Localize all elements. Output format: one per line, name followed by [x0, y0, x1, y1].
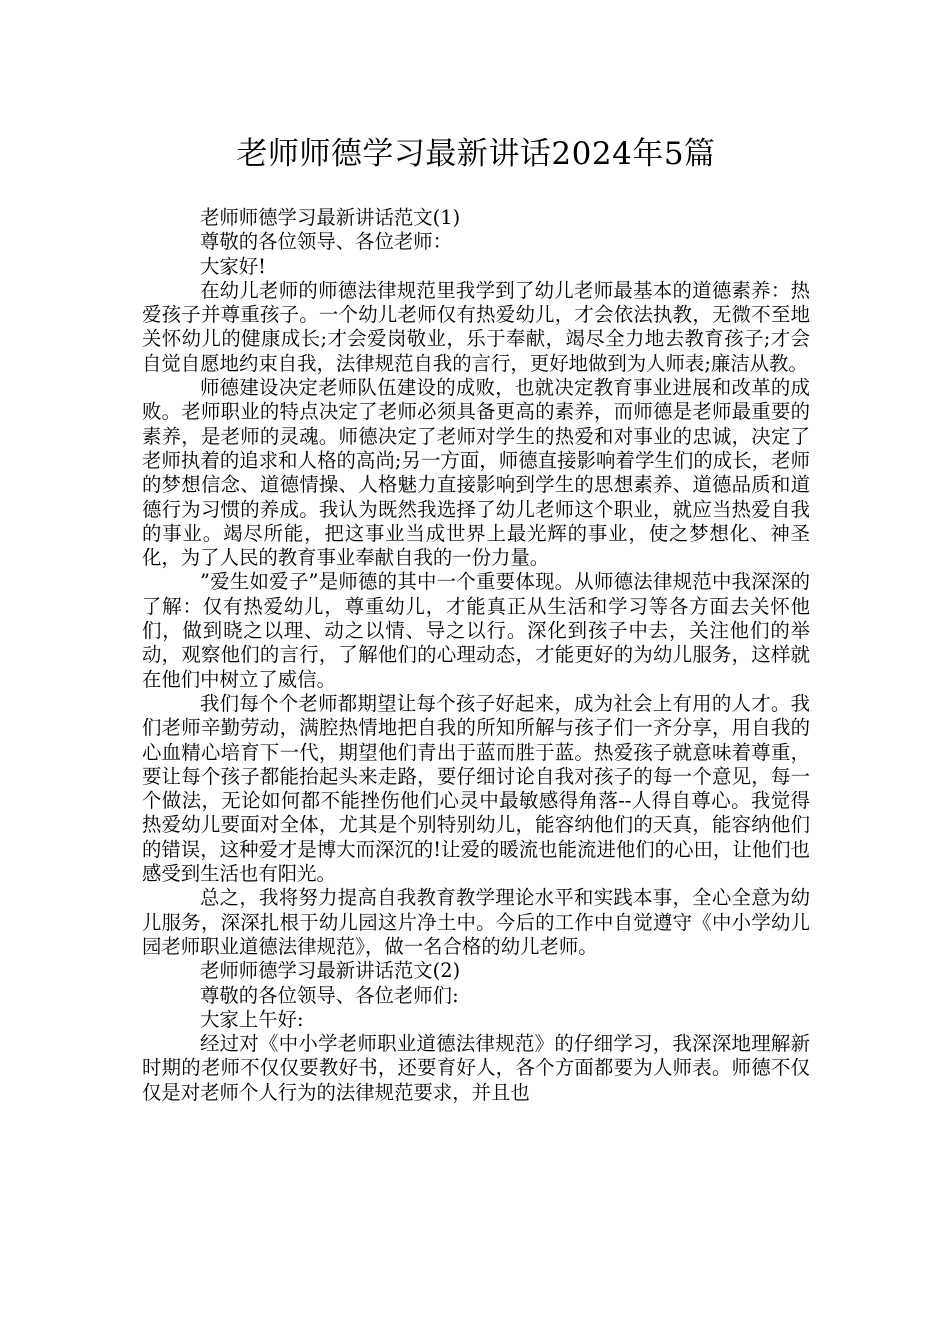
- body-paragraph: ”爱生如爱子”是师德的其中一个重要体现。从师德法律规范中我深深的了解：仅有热爱幼儿，尊重幼儿，才能真正从生活和学习等各方面去关怀他们，做到晓之以理、动之以情、导之以行。深化到孩子中去，关注他们的举动，观察他们的言行，了解他们的心理动态，才能更好的为幼儿服务，这样就在他们中树立了威信。: [142, 570, 810, 691]
- section-heading-2: 老师师德学习最新讲话范文(2): [200, 959, 461, 983]
- greeting: 大家好!: [200, 254, 266, 278]
- salutation: 尊敬的各位领导、各位老师：: [200, 230, 453, 254]
- body-paragraph: 经过对《中小学老师职业道德法律规范》的仔细学习，我深深地理解新时期的老师不仅仅要教好书，还要育好人，各个方面都要为人师表。师德不仅仅是对老师个人行为的法律规范要求，并且也: [142, 1032, 810, 1104]
- section-heading-1: 老师师德学习最新讲话范文(1): [200, 206, 461, 229]
- body-paragraph: 在幼儿老师的师德法律规范里我学到了幼儿老师最基本的道德素养：热爱孩子并尊重孩子。一个幼儿老师仅有热爱幼儿，才会依法执教，无微不至地关怀幼儿的健康成长;才会爱岗敬业，乐于奉献，竭尽全力地去教育孩子;才会自觉自愿地约束自我，法律规范自我的言行，更好地做到为人师表;廉洁从教。: [142, 278, 810, 375]
- document-body: [142, 206, 810, 1105]
- salutation: 尊敬的各位领导、各位老师们:: [200, 983, 459, 1007]
- greeting: 大家上午好:: [200, 1007, 304, 1031]
- document-page: [142, 120, 810, 1105]
- body-paragraph: 师德建设决定老师队伍建设的成败，也就决定教育事业进展和改革的成败。老师职业的特点决定了老师必须具备更高的素养，而师德是老师最重要的素养，是老师的灵魂。师德决定了老师对学生的热爱和对事业的忠诚，决定了老师执着的追求和人格的高尚;另一方面，师德直接影响着学生们的成长，老师的梦想信念、道德情操、人格魅力直接影响到学生的思想素养、道德品质和道德行为习惯的养成。我认为既然我选择了幼儿老师这个职业，就应当热爱自我的事业。竭尽所能，把这事业当成世界上最光辉的事业，使之梦想化、神圣化，为了人民的教育事业奉献自我的一份力量。: [142, 376, 810, 570]
- body-paragraph: 总之，我将努力提高自我教育教学理论水平和实践本事，全心全意为幼儿服务，深深扎根于幼儿园这片净土中。今后的工作中自觉遵守《中小学幼儿园老师职业道德法律规范》，做一名合格的幼儿老师。: [142, 886, 810, 958]
- document-title: 老师师德学习最新讲话2024年5篇: [236, 136, 716, 172]
- body-paragraph: 我们每个个老师都期望让每个孩子好起来，成为社会上有用的人才。我们老师辛勤劳动，满腔热情地把自我的所知所解与孩子们一齐分享，用自我的心血精心培育下一代，期望他们青出于蓝而胜于蓝。热爱孩子就意味着尊重，要让每个孩子都能抬起头来走路，要仔细讨论自我对孩子的每一个意见，每一个做法，无论如何都不能挫伤他们心灵中最敏感得角落--人得自尊心。我觉得热爱幼儿要面对全体，尤其是个别特别幼儿，能容纳他们的天真，能容纳他们的错误，这种爱才是博大而深沉的!让爱的暖流也能流进他们的心田，让他们也感受到生活也有阳光。: [142, 691, 810, 886]
